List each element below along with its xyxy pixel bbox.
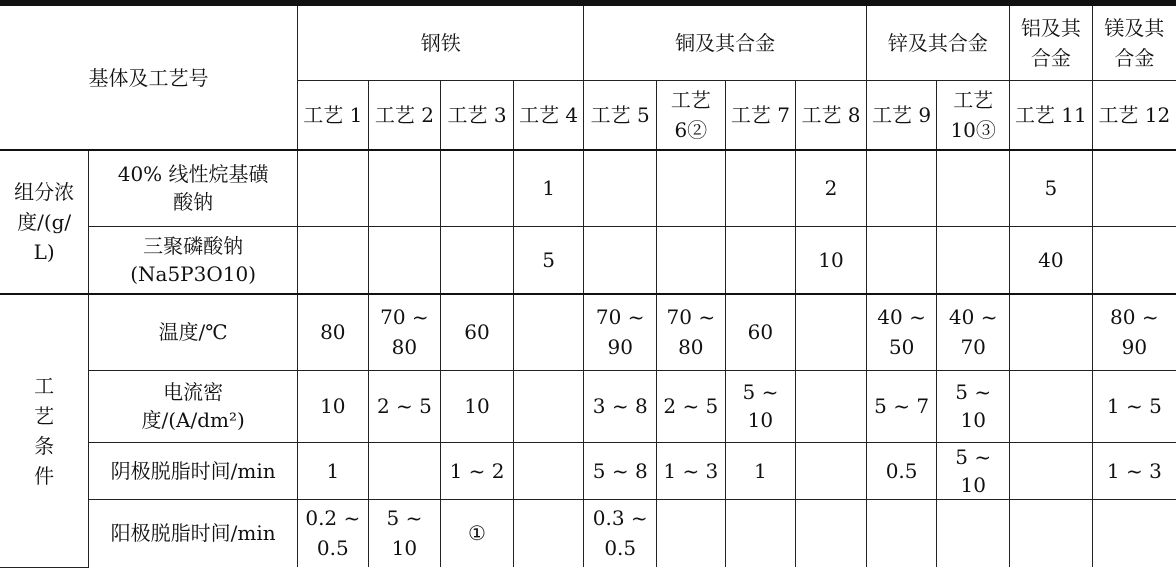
process-header: 工艺 1 <box>298 80 369 150</box>
cell <box>513 499 584 567</box>
cell: 40 <box>1010 226 1093 294</box>
cell: 1 ~ 2 <box>441 442 514 499</box>
cell <box>368 226 441 294</box>
cell <box>725 226 796 294</box>
cell: 40 ~ 50 <box>866 294 937 370</box>
process-header: 工艺 11 <box>1010 80 1093 150</box>
cell: 5 ~ 10 <box>725 370 796 442</box>
corner-header: 基体及工艺号 <box>0 6 298 150</box>
section-label-composition: 组分浓度/(g/L) <box>0 150 89 294</box>
group-header-magnesium: 镁及其合金 <box>1092 6 1176 80</box>
row-label: 电流密度/(A/dm²) <box>89 370 298 442</box>
row-label: 阳极脱脂时间/min <box>89 499 298 567</box>
process-header: 工艺 5 <box>584 80 657 150</box>
cell <box>796 294 867 370</box>
row-label: 温度/℃ <box>89 294 298 370</box>
cell <box>1092 499 1176 567</box>
cell: 70 ~ 90 <box>584 294 657 370</box>
cell <box>513 442 584 499</box>
degreasing-process-table <box>0 6 1176 568</box>
cell <box>796 370 867 442</box>
cell: 5 ~ 10 <box>937 442 1010 499</box>
cell <box>796 499 867 567</box>
cell <box>1010 442 1093 499</box>
cell: 1 <box>725 442 796 499</box>
cell <box>657 226 726 294</box>
process-header: 工艺 8 <box>796 80 867 150</box>
row-label: 40% 线性烷基磺酸钠 <box>89 150 298 226</box>
cell: 5 ~ 8 <box>584 442 657 499</box>
process-header: 工艺 4 <box>513 80 584 150</box>
cell <box>866 226 937 294</box>
cell: 2 ~ 5 <box>368 370 441 442</box>
row-label: 阴极脱脂时间/min <box>89 442 298 499</box>
process-header: 工艺 2 <box>368 80 441 150</box>
cell: 80 <box>298 294 369 370</box>
cell: 1 <box>513 150 584 226</box>
cell <box>657 499 726 567</box>
cell: 60 <box>441 294 514 370</box>
process-header: 工艺 6② <box>657 80 726 150</box>
cell: 2 ~ 5 <box>657 370 726 442</box>
cell: 5 ~ 7 <box>866 370 937 442</box>
cell: 5 ~ 10 <box>368 499 441 567</box>
process-header: 工艺 3 <box>441 80 514 150</box>
cell: 1 ~ 3 <box>657 442 726 499</box>
cell: 10 <box>441 370 514 442</box>
cell <box>368 150 441 226</box>
cell <box>584 226 657 294</box>
group-header-aluminum: 铝及其合金 <box>1010 6 1093 80</box>
section-label-conditions: 工艺条件 <box>0 294 89 567</box>
process-header: 工艺 9 <box>866 80 937 150</box>
cell <box>584 150 657 226</box>
cell: 10 <box>796 226 867 294</box>
cell <box>1092 150 1176 226</box>
cell: 1 ~ 3 <box>1092 442 1176 499</box>
cell <box>866 150 937 226</box>
group-header-copper: 铜及其合金 <box>584 6 866 80</box>
cell: 70 ~ 80 <box>657 294 726 370</box>
cell: 0.2 ~ 0.5 <box>298 499 369 567</box>
cell: 1 <box>298 442 369 499</box>
cell <box>298 150 369 226</box>
cell: 5 ~ 10 <box>937 370 1010 442</box>
process-header: 工艺 12 <box>1092 80 1176 150</box>
cell <box>441 150 514 226</box>
cell: 0.3 ~ 0.5 <box>584 499 657 567</box>
cell <box>1010 294 1093 370</box>
cell: 5 <box>513 226 584 294</box>
cell: 2 <box>796 150 867 226</box>
group-header-steel: 钢铁 <box>298 6 584 80</box>
cell <box>657 150 726 226</box>
row-label: 三聚磷酸钠(Na5P3O10) <box>89 226 298 294</box>
cell: 40 ~ 70 <box>937 294 1010 370</box>
cell <box>725 150 796 226</box>
cell <box>441 226 514 294</box>
cell: 10 <box>298 370 369 442</box>
cell: 1 ~ 5 <box>1092 370 1176 442</box>
cell <box>513 294 584 370</box>
cell: 70 ~ 80 <box>368 294 441 370</box>
cell: 80 ~ 90 <box>1092 294 1176 370</box>
cell: 60 <box>725 294 796 370</box>
cell <box>368 442 441 499</box>
cell <box>866 499 937 567</box>
cell <box>513 370 584 442</box>
cell: 3 ~ 8 <box>584 370 657 442</box>
cell <box>937 499 1010 567</box>
cell <box>1010 499 1093 567</box>
cell <box>937 226 1010 294</box>
cell <box>796 442 867 499</box>
cell <box>937 150 1010 226</box>
process-header: 工艺 7 <box>725 80 796 150</box>
process-header: 工艺 10③ <box>937 80 1010 150</box>
group-header-zinc: 锌及其合金 <box>866 6 1009 80</box>
cell: ① <box>441 499 514 567</box>
cell: 5 <box>1010 150 1093 226</box>
cell <box>298 226 369 294</box>
cell: 0.5 <box>866 442 937 499</box>
cell <box>1010 370 1093 442</box>
cell <box>725 499 796 567</box>
cell <box>1092 226 1176 294</box>
